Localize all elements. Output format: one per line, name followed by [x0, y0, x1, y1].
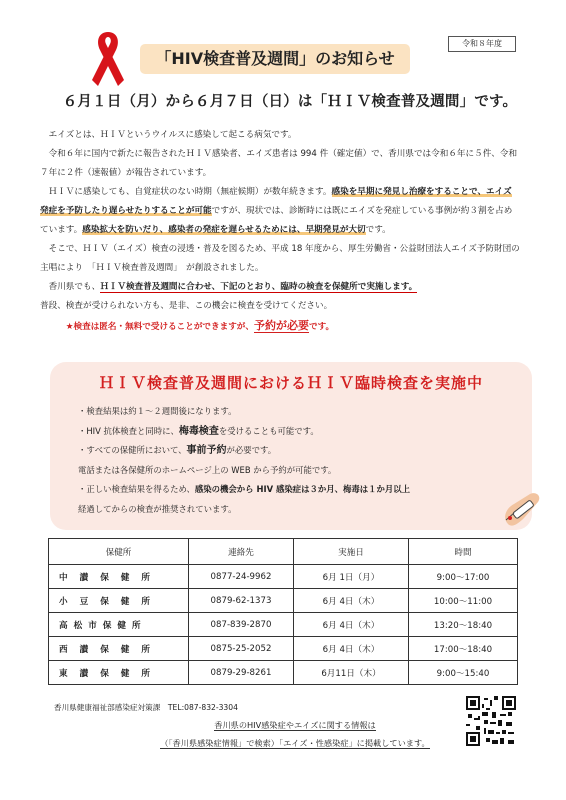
bullet-window-period-2: 経過してからの検査が推奨されています。: [78, 503, 237, 514]
underline-temporary-test: ＨＩＶ検査普及週間に合わせ、下記のとおり、臨時の検査を保健所で実施します。: [100, 282, 418, 292]
body-text: [40, 126, 520, 337]
table-row: [49, 661, 518, 685]
temporary-test-panel: [50, 362, 532, 530]
test-time: 9:00～15:40: [409, 661, 518, 685]
paragraph-5: [40, 278, 520, 297]
paragraph-4: そこで、ＨＩＶ（エイズ）検査の浸透・普及を図るため、平成 18 年度から、厚生労働省・公益財団法人エイズ予防財団の主唱により 「ＨＩＶ検査普及週間」 が創設されました。: [40, 244, 520, 273]
health-center-name: 西讃保健所: [49, 637, 189, 661]
syringe-icon: [500, 488, 544, 528]
highlight-prevent-spread: 感染拡大を防いだり、感染者の発症を遅らせるためには、早期発見が大切: [82, 225, 366, 235]
test-date: 6月 4日（木）: [294, 613, 409, 637]
footer-organization: 香川県健康福祉部感染症対策課 TEL:087-832-3304: [54, 703, 238, 712]
schedule-table: [48, 538, 518, 685]
table-row: [49, 589, 518, 613]
syphilis-test: 梅毒検査: [178, 425, 219, 437]
note-text: ★検査は匿名・無料で受けることができますが、: [65, 322, 254, 332]
paragraph-5-text: 香川県でも、: [48, 282, 101, 292]
paragraph-1: エイズとは、ＨＩＶというウイルスに感染して起こる病気です。: [48, 130, 297, 140]
table-row: [49, 613, 518, 637]
test-time: 17:00～18:40: [409, 637, 518, 661]
bullet-result-timing: ・検査結果は約１～２週間後になります。: [78, 406, 237, 416]
footer-info-line-2: （「香川県感染症情報」で検索）「エイズ・性感染症」に掲載しています。: [160, 738, 430, 748]
phone-number: 087-839-2870: [189, 613, 294, 637]
qr-code[interactable]: [466, 696, 516, 746]
phone-number: 0879-62-1373: [189, 589, 294, 613]
paragraph-3: [40, 183, 520, 240]
table-row: [49, 637, 518, 661]
test-time: 10:00～11:00: [409, 589, 518, 613]
bullet-text-end: が必要です。: [226, 445, 277, 455]
bullet-window-period: [78, 480, 518, 500]
test-date: 6月 1日（月）: [294, 565, 409, 589]
paragraph-3-text-3: です。: [365, 225, 391, 235]
test-date: 6月 4日（木）: [294, 589, 409, 613]
health-center-name: 東讃保健所: [49, 661, 189, 685]
paragraph-3-text: ＨＩＶに感染しても、自覚症状のない時期（無症候期）が数年続きます。: [48, 187, 332, 197]
health-center-name: 高松市保健所: [49, 613, 189, 637]
bullet-text-end: を受けることも可能です。: [218, 425, 319, 436]
panel-title: ＨＩＶ検査普及週間におけるＨＩＶ臨時検査を実施中: [98, 374, 483, 392]
bullet-syphilis-test: [78, 422, 518, 442]
header-date: 実施日: [294, 539, 409, 565]
note-anonymous-free: [40, 316, 520, 337]
bullet-text: ・正しい検査結果を得るため、: [78, 484, 195, 494]
footer-info-line-1: 香川県のHIV感染症やエイズに関する情報は: [214, 720, 376, 730]
note-text-end: です。: [308, 322, 335, 332]
test-date: 6月11日（木）: [294, 661, 409, 685]
phone-number: 0875-25-2052: [189, 637, 294, 661]
phone-number: 0877-24-9962: [189, 565, 294, 589]
headline: ６月１日（月）から６月７日（日）は「ＨＩＶ検査普及週間」です。: [62, 94, 518, 110]
page-title: 「HIV検査普及週間」のお知らせ: [140, 44, 410, 74]
bullet-text: ・HIV 抗体検査と同時に、: [78, 425, 179, 436]
table-header-row: [49, 539, 518, 565]
header-health-center: 保健所: [49, 539, 189, 565]
bullet-text: ・すべての保健所において、: [78, 445, 187, 455]
red-ribbon-icon: [88, 28, 128, 90]
test-time: 13:20～18:40: [409, 613, 518, 637]
panel-bullets: [78, 402, 518, 519]
health-center-name: 中讃保健所: [49, 565, 189, 589]
phone-number: 0879-29-8261: [189, 661, 294, 685]
advance-reservation: 事前予約: [186, 445, 227, 456]
test-date: 6月 4日（木）: [294, 637, 409, 661]
year-label: 令和８年度: [448, 36, 516, 52]
bullet-reservation-methods: 電話または各保健所のホームページ上の WEB から予約が可能です。: [78, 464, 337, 475]
window-period: 感染の機会から HIV 感染症は３か月、梅毒は１か月以上: [194, 484, 410, 494]
health-center-name: 小豆保健所: [49, 589, 189, 613]
header-contact: 連絡先: [189, 539, 294, 565]
header-time: 時間: [409, 539, 518, 565]
paragraph-3-text-2: ですが、現状では、診断時には既にエイズを発症している事例が約３割を占めています。: [40, 206, 513, 235]
paragraph-6: 普段、検査が受けられない方も、是非、この機会に検査を受けてください。: [40, 301, 333, 311]
reservation-required: 予約が必要: [253, 319, 309, 332]
table-row: [49, 565, 518, 589]
paragraph-2: 令和６年に国内で新たに報告されたＨＩＶ感染者、エイズ患者は 994 件（確定値）で、香川県では令和６年に５件、令和７年に２件（速報値）が報告されています。: [40, 149, 518, 178]
highlight-early-detection: 感染を早期に発見し治療をすることで、エイズ発症を予防したり遅らせたりすることが可能: [40, 187, 512, 216]
test-time: 9:00～17:00: [409, 565, 518, 589]
bullet-reservation: [78, 441, 518, 461]
footer-info: [150, 716, 440, 752]
